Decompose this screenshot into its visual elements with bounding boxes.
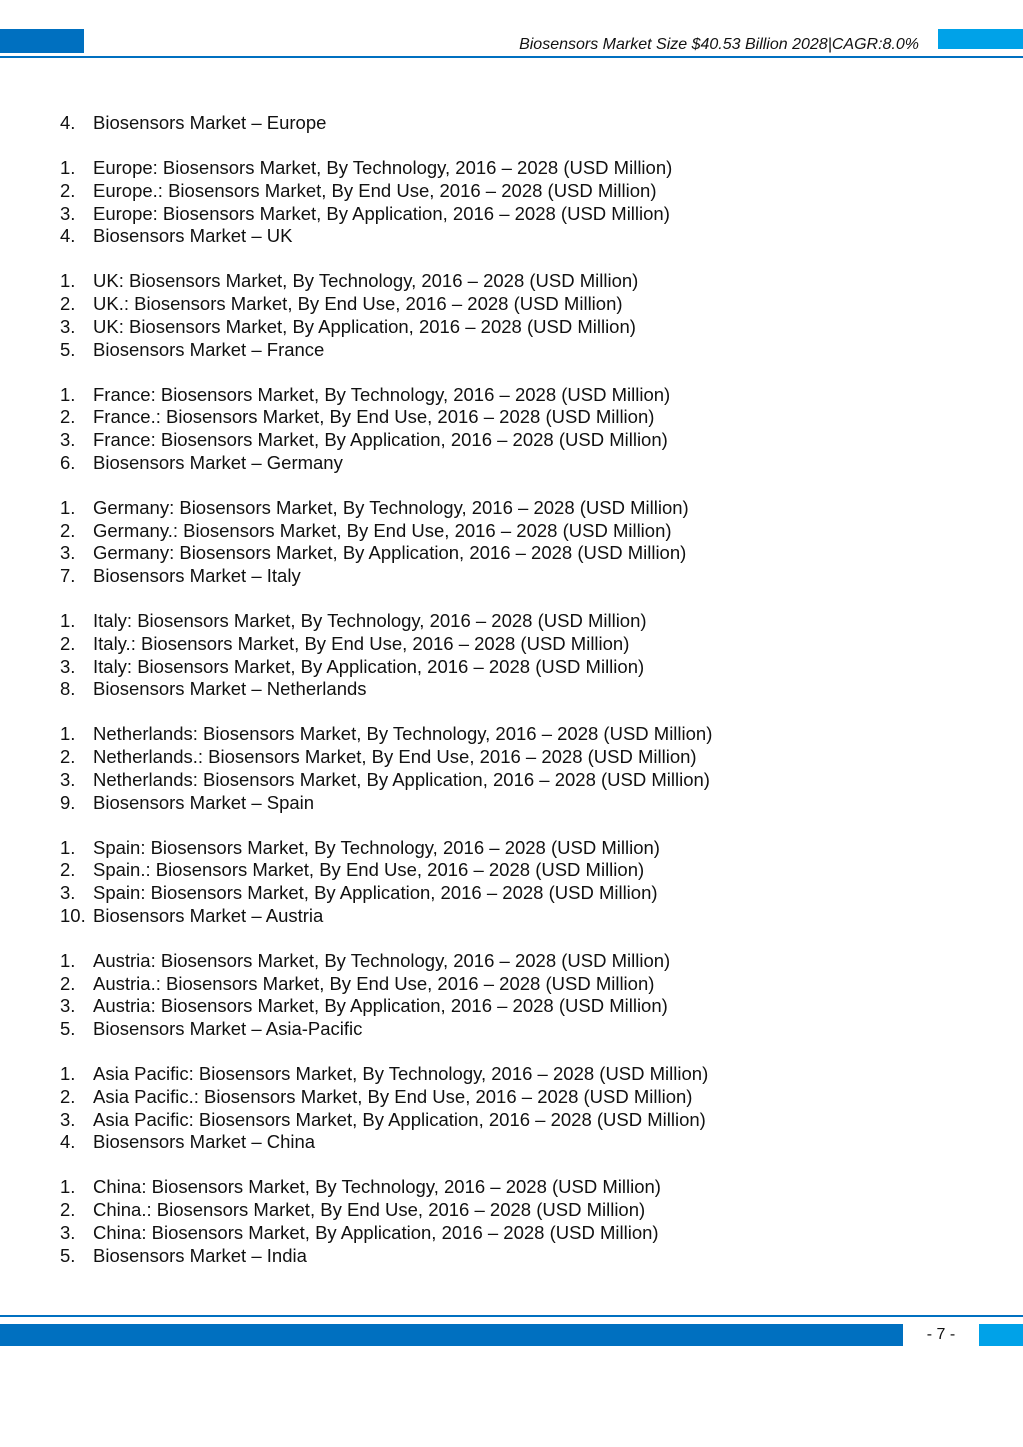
list-item-text: Spain: Biosensors Market, By Application, 2016 – 2028 (USD Million) <box>93 882 658 904</box>
list-item-text: Asia Pacific: Biosensors Market, By Application, 2016 – 2028 (USD Million) <box>93 1108 706 1130</box>
list-item-number: 3. <box>60 1108 76 1130</box>
list-item <box>60 1018 960 1041</box>
list-item-text: China.: Biosensors Market, By End Use, 2016 – 2028 (USD Million) <box>93 1199 646 1221</box>
list-item-number: 2. <box>60 859 76 881</box>
list-item-number: 10. <box>60 904 86 926</box>
list-item <box>60 656 960 679</box>
list-item <box>60 316 960 339</box>
list-item <box>60 406 960 429</box>
list-item-number: 1. <box>60 836 76 858</box>
list-item-text: Europe: Biosensors Market, By Technology, 2016 – 2028 (USD Million) <box>93 157 673 179</box>
list-item-text: Biosensors Market – Germany <box>93 451 343 473</box>
list-item-text: Biosensors Market – India <box>93 1244 307 1266</box>
list-item-number: 7. <box>60 565 76 586</box>
list-item-text: Spain: Biosensors Market, By Technology, 2016 – 2028 (USD Million) <box>93 836 660 858</box>
list-item-text: Europe.: Biosensors Market, By End Use, 2016 – 2028 (USD Million) <box>93 179 657 201</box>
list-item-text: Italy: Biosensors Market, By Application, 2016 – 2028 (USD Million) <box>93 655 645 677</box>
list-item <box>60 792 960 815</box>
list-item <box>60 1131 960 1154</box>
list-item <box>60 497 960 520</box>
list-item <box>60 723 960 746</box>
list-item-number: 3. <box>60 202 76 224</box>
list-item <box>60 270 960 293</box>
list-item-number: 1. <box>60 383 76 405</box>
list-item-text: France.: Biosensors Market, By End Use, 2016 – 2028 (USD Million) <box>93 406 655 428</box>
list-item-text: Asia Pacific: Biosensors Market, By Technology, 2016 – 2028 (USD Million) <box>93 1063 709 1085</box>
list-item-text: Biosensors Market – China <box>93 1131 316 1153</box>
list-item-text: Biosensors Market – Austria <box>93 904 324 926</box>
list-item <box>60 180 960 203</box>
list-item-text: China: Biosensors Market, By Application, 2016 – 2028 (USD Million) <box>93 1221 659 1243</box>
list-item-text: Austria: Biosensors Market, By Application, 2016 – 2028 (USD Million) <box>93 995 668 1017</box>
list-item <box>60 1063 960 1086</box>
list-item-number: 2. <box>60 179 76 201</box>
footer-rule <box>0 1315 1023 1317</box>
header-block-right <box>938 29 1023 49</box>
list-item-number: 5. <box>60 1244 76 1266</box>
list-item-number: 4. <box>60 112 76 133</box>
list-group <box>60 497 960 588</box>
list-item-number: 2. <box>60 972 76 994</box>
table-of-contents <box>60 112 960 1290</box>
list-item-text: Biosensors Market – Netherlands <box>93 678 367 700</box>
list-item <box>60 112 960 135</box>
list-item <box>60 633 960 656</box>
list-item-number: 5. <box>60 338 76 360</box>
list-group <box>60 950 960 1041</box>
list-item-text: Germany.: Biosensors Market, By End Use, 2016 – 2028 (USD Million) <box>93 519 672 541</box>
list-item <box>60 429 960 452</box>
list-item-text: Austria: Biosensors Market, By Technology, 2016 – 2028 (USD Million) <box>93 949 671 971</box>
list-item-number: 3. <box>60 315 76 337</box>
list-item <box>60 973 960 996</box>
list-item-number: 2. <box>60 632 76 654</box>
list-item-number: 2. <box>60 406 76 428</box>
list-item <box>60 225 960 248</box>
list-item <box>60 339 960 362</box>
list-item-number: 1. <box>60 723 76 745</box>
page-number: - 7 - <box>926 1326 956 1343</box>
list-item-text: UK: Biosensors Market, By Technology, 2016 – 2028 (USD Million) <box>93 270 639 292</box>
list-item <box>60 995 960 1018</box>
list-item-text: UK.: Biosensors Market, By End Use, 2016 – 2028 (USD Million) <box>93 293 623 315</box>
list-item-text: Biosensors Market – Europe <box>93 112 327 133</box>
list-item-number: 3. <box>60 542 76 564</box>
list-item-text: Spain.: Biosensors Market, By End Use, 2016 – 2028 (USD Million) <box>93 859 645 881</box>
list-item-number: 1. <box>60 496 76 518</box>
list-item-number: 8. <box>60 678 76 700</box>
list-item <box>60 859 960 882</box>
header-title: Biosensors Market Size $40.53 Billion 2028|CAGR:8.0% <box>519 36 919 53</box>
list-item-number: 6. <box>60 451 76 473</box>
list-item-number: 3. <box>60 882 76 904</box>
list-item-text: Biosensors Market – Italy <box>93 565 301 586</box>
list-item-number: 1. <box>60 949 76 971</box>
list-item <box>60 678 960 701</box>
list-item <box>60 293 960 316</box>
list-group <box>60 270 960 361</box>
list-item <box>60 1176 960 1199</box>
list-group <box>60 384 960 475</box>
list-item <box>60 1245 960 1268</box>
list-item-number: 1. <box>60 270 76 292</box>
list-group <box>60 112 960 135</box>
list-item <box>60 452 960 475</box>
list-item-number: 1. <box>60 1063 76 1085</box>
header-rule <box>0 56 1023 58</box>
list-group <box>60 157 960 248</box>
list-item-text: Europe: Biosensors Market, By Application, 2016 – 2028 (USD Million) <box>93 202 670 224</box>
list-item-text: Netherlands: Biosensors Market, By Technology, 2016 – 2028 (USD Million) <box>93 723 713 745</box>
list-item-number: 3. <box>60 1221 76 1243</box>
list-item-number: 3. <box>60 995 76 1017</box>
list-item <box>60 565 960 588</box>
list-item-number: 3. <box>60 655 76 677</box>
list-item-text: France: Biosensors Market, By Technology, 2016 – 2028 (USD Million) <box>93 383 671 405</box>
list-group <box>60 1176 960 1267</box>
list-group <box>60 610 960 701</box>
list-item-text: Biosensors Market – Spain <box>93 791 315 813</box>
list-item-number: 4. <box>60 1131 76 1153</box>
list-item <box>60 1222 960 1245</box>
list-item <box>60 542 960 565</box>
list-item-text: Netherlands.: Biosensors Market, By End Use, 2016 – 2028 (USD Million) <box>93 746 697 768</box>
list-item <box>60 1086 960 1109</box>
list-item-text: France: Biosensors Market, By Application, 2016 – 2028 (USD Million) <box>93 429 668 451</box>
list-item-text: Germany: Biosensors Market, By Application, 2016 – 2028 (USD Million) <box>93 542 687 564</box>
list-item-number: 9. <box>60 791 76 813</box>
list-item-number: 1. <box>60 157 76 179</box>
list-item <box>60 520 960 543</box>
list-item-number: 2. <box>60 1199 76 1221</box>
list-item-number: 1. <box>60 1176 76 1198</box>
list-item <box>60 769 960 792</box>
list-item <box>60 384 960 407</box>
list-item-text: Germany: Biosensors Market, By Technology, 2016 – 2028 (USD Million) <box>93 496 689 518</box>
list-item <box>60 746 960 769</box>
list-item <box>60 157 960 180</box>
list-item <box>60 610 960 633</box>
list-item-text: Italy: Biosensors Market, By Technology, 2016 – 2028 (USD Million) <box>93 610 647 632</box>
list-item-number: 1. <box>60 610 76 632</box>
header-block-left <box>0 29 84 53</box>
list-item-text: Austria.: Biosensors Market, By End Use, 2016 – 2028 (USD Million) <box>93 972 655 994</box>
list-item-number: 2. <box>60 1085 76 1107</box>
list-item-number: 2. <box>60 746 76 768</box>
list-item-text: Biosensors Market – Asia-Pacific <box>93 1018 363 1039</box>
list-item-number: 5. <box>60 1018 76 1039</box>
list-item-number: 2. <box>60 519 76 541</box>
list-item-text: Biosensors Market – France <box>93 338 325 360</box>
list-item-text: UK: Biosensors Market, By Application, 2016 – 2028 (USD Million) <box>93 315 636 337</box>
list-item-number: 3. <box>60 768 76 790</box>
list-item <box>60 950 960 973</box>
list-group <box>60 837 960 928</box>
list-group <box>60 723 960 814</box>
list-item-number: 4. <box>60 225 76 247</box>
list-group <box>60 1063 960 1154</box>
list-item-text: Netherlands: Biosensors Market, By Application, 2016 – 2028 (USD Million) <box>93 768 710 790</box>
list-item-number: 3. <box>60 429 76 451</box>
list-item <box>60 837 960 860</box>
footer-bar-left <box>0 1324 903 1346</box>
list-item <box>60 1109 960 1132</box>
list-item-text: Asia Pacific.: Biosensors Market, By End Use, 2016 – 2028 (USD Million) <box>93 1085 693 1107</box>
list-item-text: Italy.: Biosensors Market, By End Use, 2016 – 2028 (USD Million) <box>93 632 630 654</box>
list-item <box>60 905 960 928</box>
list-item-text: China: Biosensors Market, By Technology, 2016 – 2028 (USD Million) <box>93 1176 661 1198</box>
list-item-text: Biosensors Market – UK <box>93 225 293 247</box>
list-item <box>60 882 960 905</box>
footer-bar-right <box>979 1324 1023 1346</box>
list-item-number: 2. <box>60 293 76 315</box>
list-item <box>60 1199 960 1222</box>
list-item <box>60 203 960 226</box>
